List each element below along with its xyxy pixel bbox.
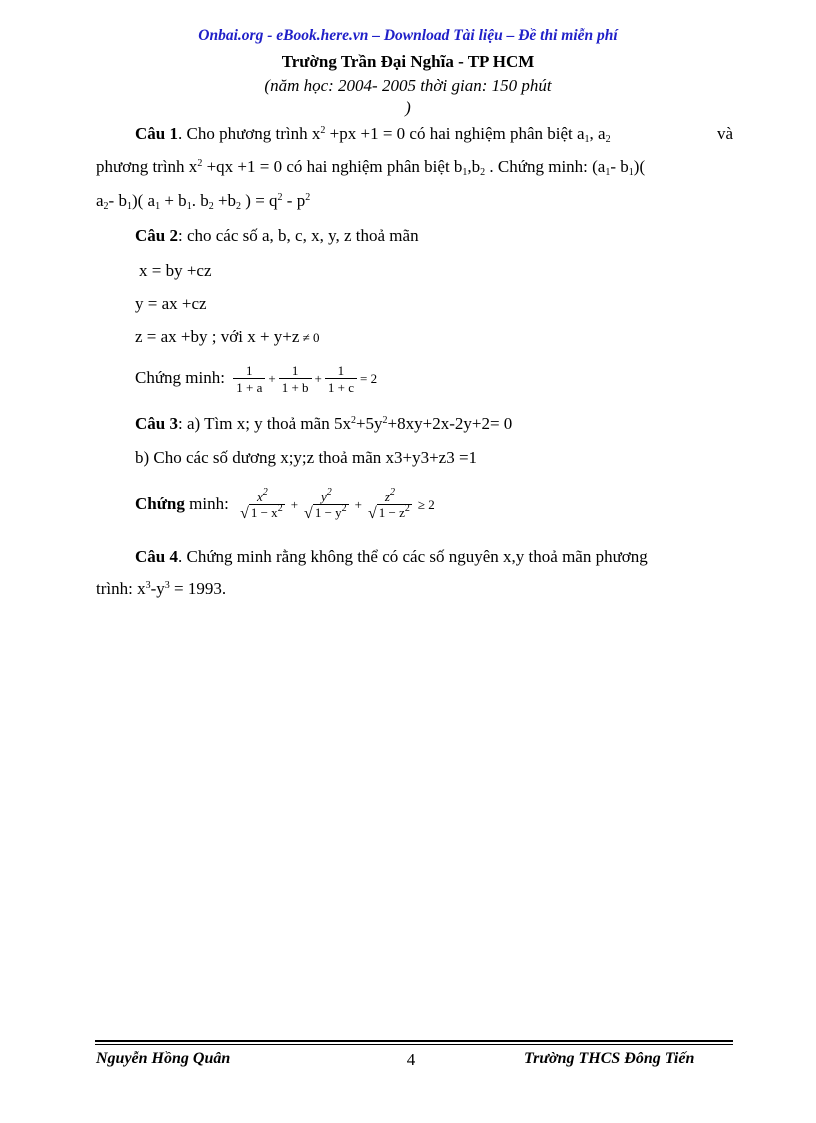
q4-line-2: trình: $x^3-y^3 = 1993$. xyxy=(96,579,227,598)
q3-prove: Chứng minh: $x^2$ √ $1 - x^2$ + $y^2$ √ $1 - y^2$ + $z^2$ √ $1 - z^2$ ≥ 2 xyxy=(135,486,435,522)
q1-line-2: phương trình $x^2 +qx +1 = 0$ có hai nghiệm phân biệt $b_1,b_2$ . Chứng minh: ($a_1-$ $b_1$)( xyxy=(96,157,646,178)
q2-label: Câu 2 xyxy=(135,226,178,245)
exam-year-info: (năm học: 2004- 2005 thời gian: 150 phút xyxy=(264,76,552,95)
q1-label: Câu 1 xyxy=(135,124,178,143)
site-banner: Onbai.org - eBook.here.vn – Download Tài liệu – Đề thi miễn phí xyxy=(198,27,618,44)
q2-intro: Câu 2: cho các số a, b, c, x, y, z thoả mãn xyxy=(135,226,419,245)
q2-prove: Chứng minh: $\frac{1}{1 + a}$ + $\frac{1}{1 + b}$ + $\frac{1}{1 + c}$ = 2 xyxy=(135,363,378,396)
q2-eq2: y = ax +cz xyxy=(135,294,207,313)
q2-eq1: x = by +cz xyxy=(139,261,212,280)
q3-frac-1: $x^2$ √ $1 - x^2$ xyxy=(240,486,283,522)
q3-frac-2: $y^2$ √ $1 - y^2$ xyxy=(304,486,347,522)
q2-frac-1: $\frac{1}{1 + a}$ xyxy=(233,363,265,395)
exam-year-paren: ) xyxy=(405,98,411,117)
footer-rule-thick xyxy=(95,1040,733,1042)
q4-line-1: Câu 4. Chứng minh rằng không thể có các số nguyên x,y thoả mãn phương xyxy=(135,547,648,566)
q3-label: Câu 3 xyxy=(135,414,178,433)
q2-frac-3: $\frac{1}{1 + c}$ xyxy=(325,363,357,395)
q3-part-b: b) Cho các số dương x;y;z thoả mãn x3+y3+z3 =1 xyxy=(135,448,478,467)
q3-frac-3: $z^2$ √ $1 - z^2$ xyxy=(368,486,410,522)
footer-school: Trường THCS Đông Tiến xyxy=(524,1050,695,1067)
q4-label: Câu 4 xyxy=(135,547,178,566)
footer-rule-thin xyxy=(95,1044,733,1045)
q3-part-a: Câu 3: a) Tìm x; y thoả mãn $5x^2+5y^2+8xy+2x-2y+2= 0$ xyxy=(135,414,513,433)
q2-frac-2: $\frac{1}{1 + b}$ xyxy=(279,363,312,395)
page-number: 4 xyxy=(406,1050,416,1069)
q1-line-3: $a_2-$ $b_1$)( $a_1 + b_1$. $b_2 +b_2$ ) = $q^2 - p^2$ xyxy=(96,191,311,212)
school-title: Trường Trần Đại Nghĩa - TP HCM xyxy=(281,52,535,71)
footer-author: Nguyễn Hồng Quân xyxy=(96,1050,231,1067)
q2-eq3: z = ax +by ; với x + y+z ≠ 0 xyxy=(135,327,320,346)
q1-line-1: Câu 1. Cho phương trình $x^2 +px +1 = 0$ có hai nghiệm phân biệt $a_1$, $a_2$ và xyxy=(135,124,733,145)
